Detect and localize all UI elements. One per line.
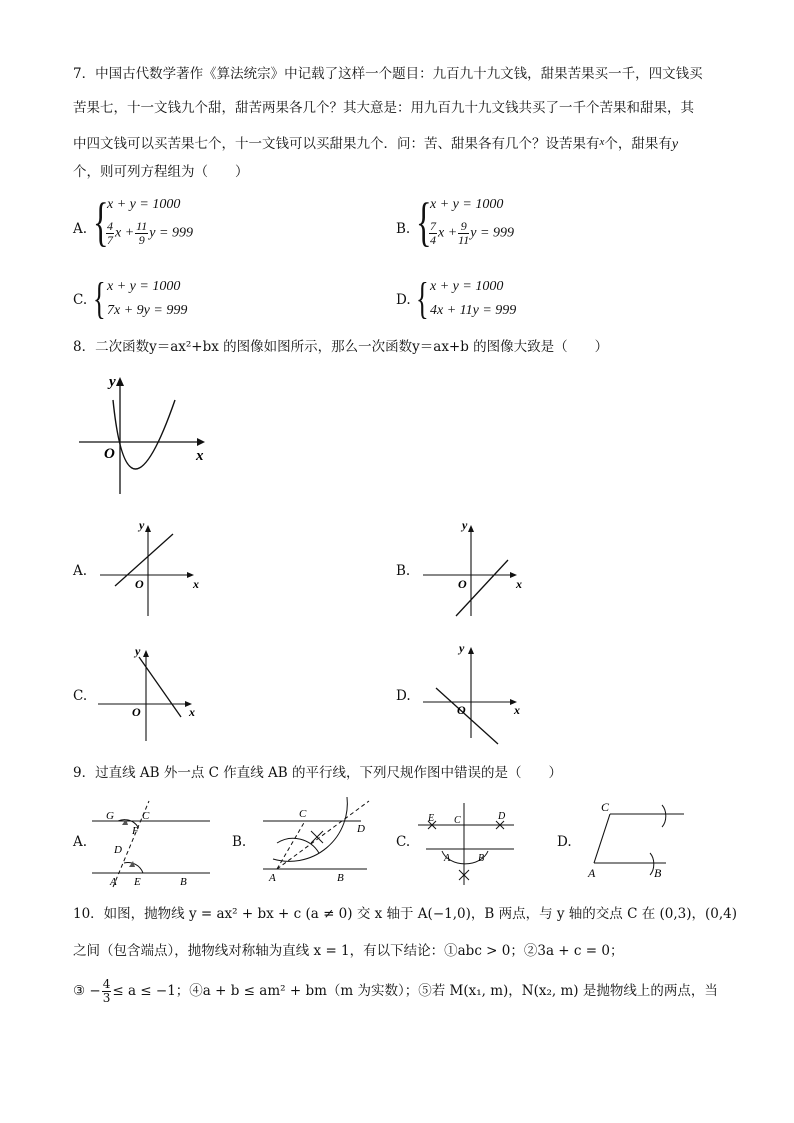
q9-option-a-figure (86, 797, 226, 887)
q7-option-c-eq2: 7x + 9y = 999 (107, 303, 188, 318)
q10-line-3 (73, 978, 718, 1005)
q9-a-label-d: D (114, 844, 122, 856)
q8-b-x-label: x (516, 577, 522, 591)
q9-c-label-d: D (498, 811, 506, 822)
q8-d-origin-label: O (457, 703, 466, 717)
q9-a-label-c: C (142, 810, 150, 822)
q9-d-label-c: C (601, 800, 610, 814)
q9-a-label-e: E (134, 876, 141, 888)
q8-d-y-label: y (459, 641, 465, 655)
q10-fraction: $\frac{4}{3}$ (102, 977, 111, 1005)
q7-option-d-eq1: x + y = 1000 (430, 279, 504, 294)
q8-option-c-label[interactable]: C. (73, 688, 88, 704)
q9-option-d-figure (586, 797, 696, 887)
q8-a-x-label: x (193, 577, 199, 591)
q9-c-label-c: C (454, 815, 461, 826)
q7-option-c-eq1: x + y = 1000 (107, 279, 181, 294)
q9-option-b-figure (255, 793, 385, 888)
q7-option-a-label[interactable]: A. (73, 221, 88, 237)
q9-option-d-label[interactable]: D. (557, 834, 572, 850)
q8-option-b-graph (418, 518, 528, 618)
q9-d-label-a: A (588, 866, 596, 880)
q9-c-label-a: A (444, 853, 451, 864)
q8-option-d-label[interactable]: D. (396, 688, 411, 704)
q8-option-a-label[interactable]: A. (73, 563, 88, 579)
q7-option-b-frac2: $\frac{9}{11}$ (458, 219, 470, 247)
q7-option-a-eq1: x + y = 1000 (107, 197, 181, 212)
q9-option-c-label[interactable]: C. (396, 834, 411, 850)
q9-a-label-g: G (106, 810, 114, 822)
q7-option-a-brace: { (93, 192, 109, 252)
q7-option-b-eq2: $\frac{7}{4}$ x + $\frac{9}{11}$ y = 999 (430, 219, 514, 247)
q8-c-x-label: x (189, 705, 195, 719)
q9-option-b-label[interactable]: B. (232, 834, 247, 850)
q9-a-label-f: F (132, 825, 139, 837)
q9-option-c-figure (414, 797, 524, 887)
q9-c-label-b: B (478, 853, 485, 864)
q9-c-label-e: E (428, 813, 435, 824)
q10-line-1: 10．如图，抛物线 y = ax² + bx + c (a ≠ 0) 交 x 轴于 A(−1,0)，B 两点，与 y 轴的交点 C 在 (0,3)，(0,4) (73, 906, 737, 922)
q8-parabola-origin-label: O (104, 446, 115, 462)
q7-option-c-label[interactable]: C. (73, 292, 88, 308)
q9-b-label-b: B (337, 872, 344, 884)
q8-option-b-label[interactable]: B. (396, 563, 411, 579)
q7-option-d-eq2: 4x + 11y = 999 (430, 303, 517, 318)
q9-a-label-a: A (110, 876, 117, 888)
q7-line-3-text-b: 个，甜果有 (604, 136, 672, 152)
q8-parabola-figure (75, 370, 215, 500)
q8-option-c-graph (93, 643, 208, 743)
q9-a-label-b: B (180, 876, 187, 888)
q7-option-a-frac1: $\frac{4}{7}$ (107, 219, 113, 247)
q10-line-3-b: ≤ a ≤ −1；④a + b ≤ am² + bm（m 为实数）；⑤若 M(x₁, m)，N(x₂, m) 是抛物线上的两点，当 (112, 983, 718, 999)
q8-option-d-graph (418, 638, 533, 748)
q8-b-y-label: y (462, 518, 468, 532)
q10-line-3-a: ③ − (73, 983, 101, 999)
q8-b-origin-label: O (458, 577, 467, 591)
q7-line-3-text: 中四文钱可以买苦果七个，十一文钱可以买甜果九个．问：苦、甜果各有几个？设苦果有 (73, 136, 600, 152)
q9-stem: 9．过直线 AB 外一点 C 作直线 AB 的平行线，下列尺规作图中错误的是（ ） (73, 765, 563, 781)
q7-line-4: 个，则可列方程组为（ ） (73, 164, 249, 180)
q7-line-3 (73, 133, 678, 154)
q8-stem: 8．二次函数y＝ax²+bx 的图像如图所示，那么一次函数y＝ax+b 的图像大致是（ ） (73, 339, 609, 355)
q7-line-2: 苦果七，十一文钱九个甜，甜苦两果各几个？其大意是：用九百九十九文钱共买了一千个苦果和甜果，其 (73, 100, 694, 116)
q7-var-y: y (671, 137, 679, 152)
q7-option-d-label[interactable]: D. (396, 292, 411, 308)
q7-line-1: 7．中国古代数学著作《算法统宗》中记载了这样一个题目：九百九十九文钱，甜果苦果买一千，四文钱买 (73, 66, 703, 82)
q9-d-label-b: B (654, 866, 662, 880)
q7-option-a-eq2: $\frac{4}{7}$ x + $\frac{11}{9}$ y = 999 (107, 219, 193, 247)
q7-var-x: x (599, 136, 605, 148)
q7-option-b-frac1: $\frac{7}{4}$ (430, 219, 436, 247)
q8-parabola-x-label: x (196, 448, 204, 464)
q7-option-d-brace: { (416, 274, 429, 323)
q7-option-b-eq1: x + y = 1000 (430, 197, 504, 212)
q8-a-origin-label: O (135, 577, 144, 591)
q7-option-a-frac2: $\frac{11}{9}$ (136, 219, 148, 247)
q10-line-2: 之间（包含端点），抛物线对称轴为直线 x = 1，有以下结论：①abc > 0；②3a + c = 0； (73, 943, 624, 959)
q8-c-y-label: y (135, 644, 141, 658)
q7-option-c-brace: { (93, 274, 106, 323)
q8-c-origin-label: O (132, 705, 141, 719)
q7-option-b-brace: { (416, 192, 432, 252)
q8-option-a-graph (95, 518, 205, 618)
q9-b-label-d: D (357, 823, 365, 835)
q8-d-x-label: x (514, 703, 520, 717)
q8-parabola-y-label: y (109, 374, 116, 390)
q7-option-b-label[interactable]: B. (396, 221, 411, 237)
q9-b-label-a: A (269, 872, 276, 884)
q8-a-y-label: y (139, 518, 145, 532)
q9-b-label-c: C (299, 808, 307, 820)
q9-option-a-label[interactable]: A. (73, 834, 88, 850)
